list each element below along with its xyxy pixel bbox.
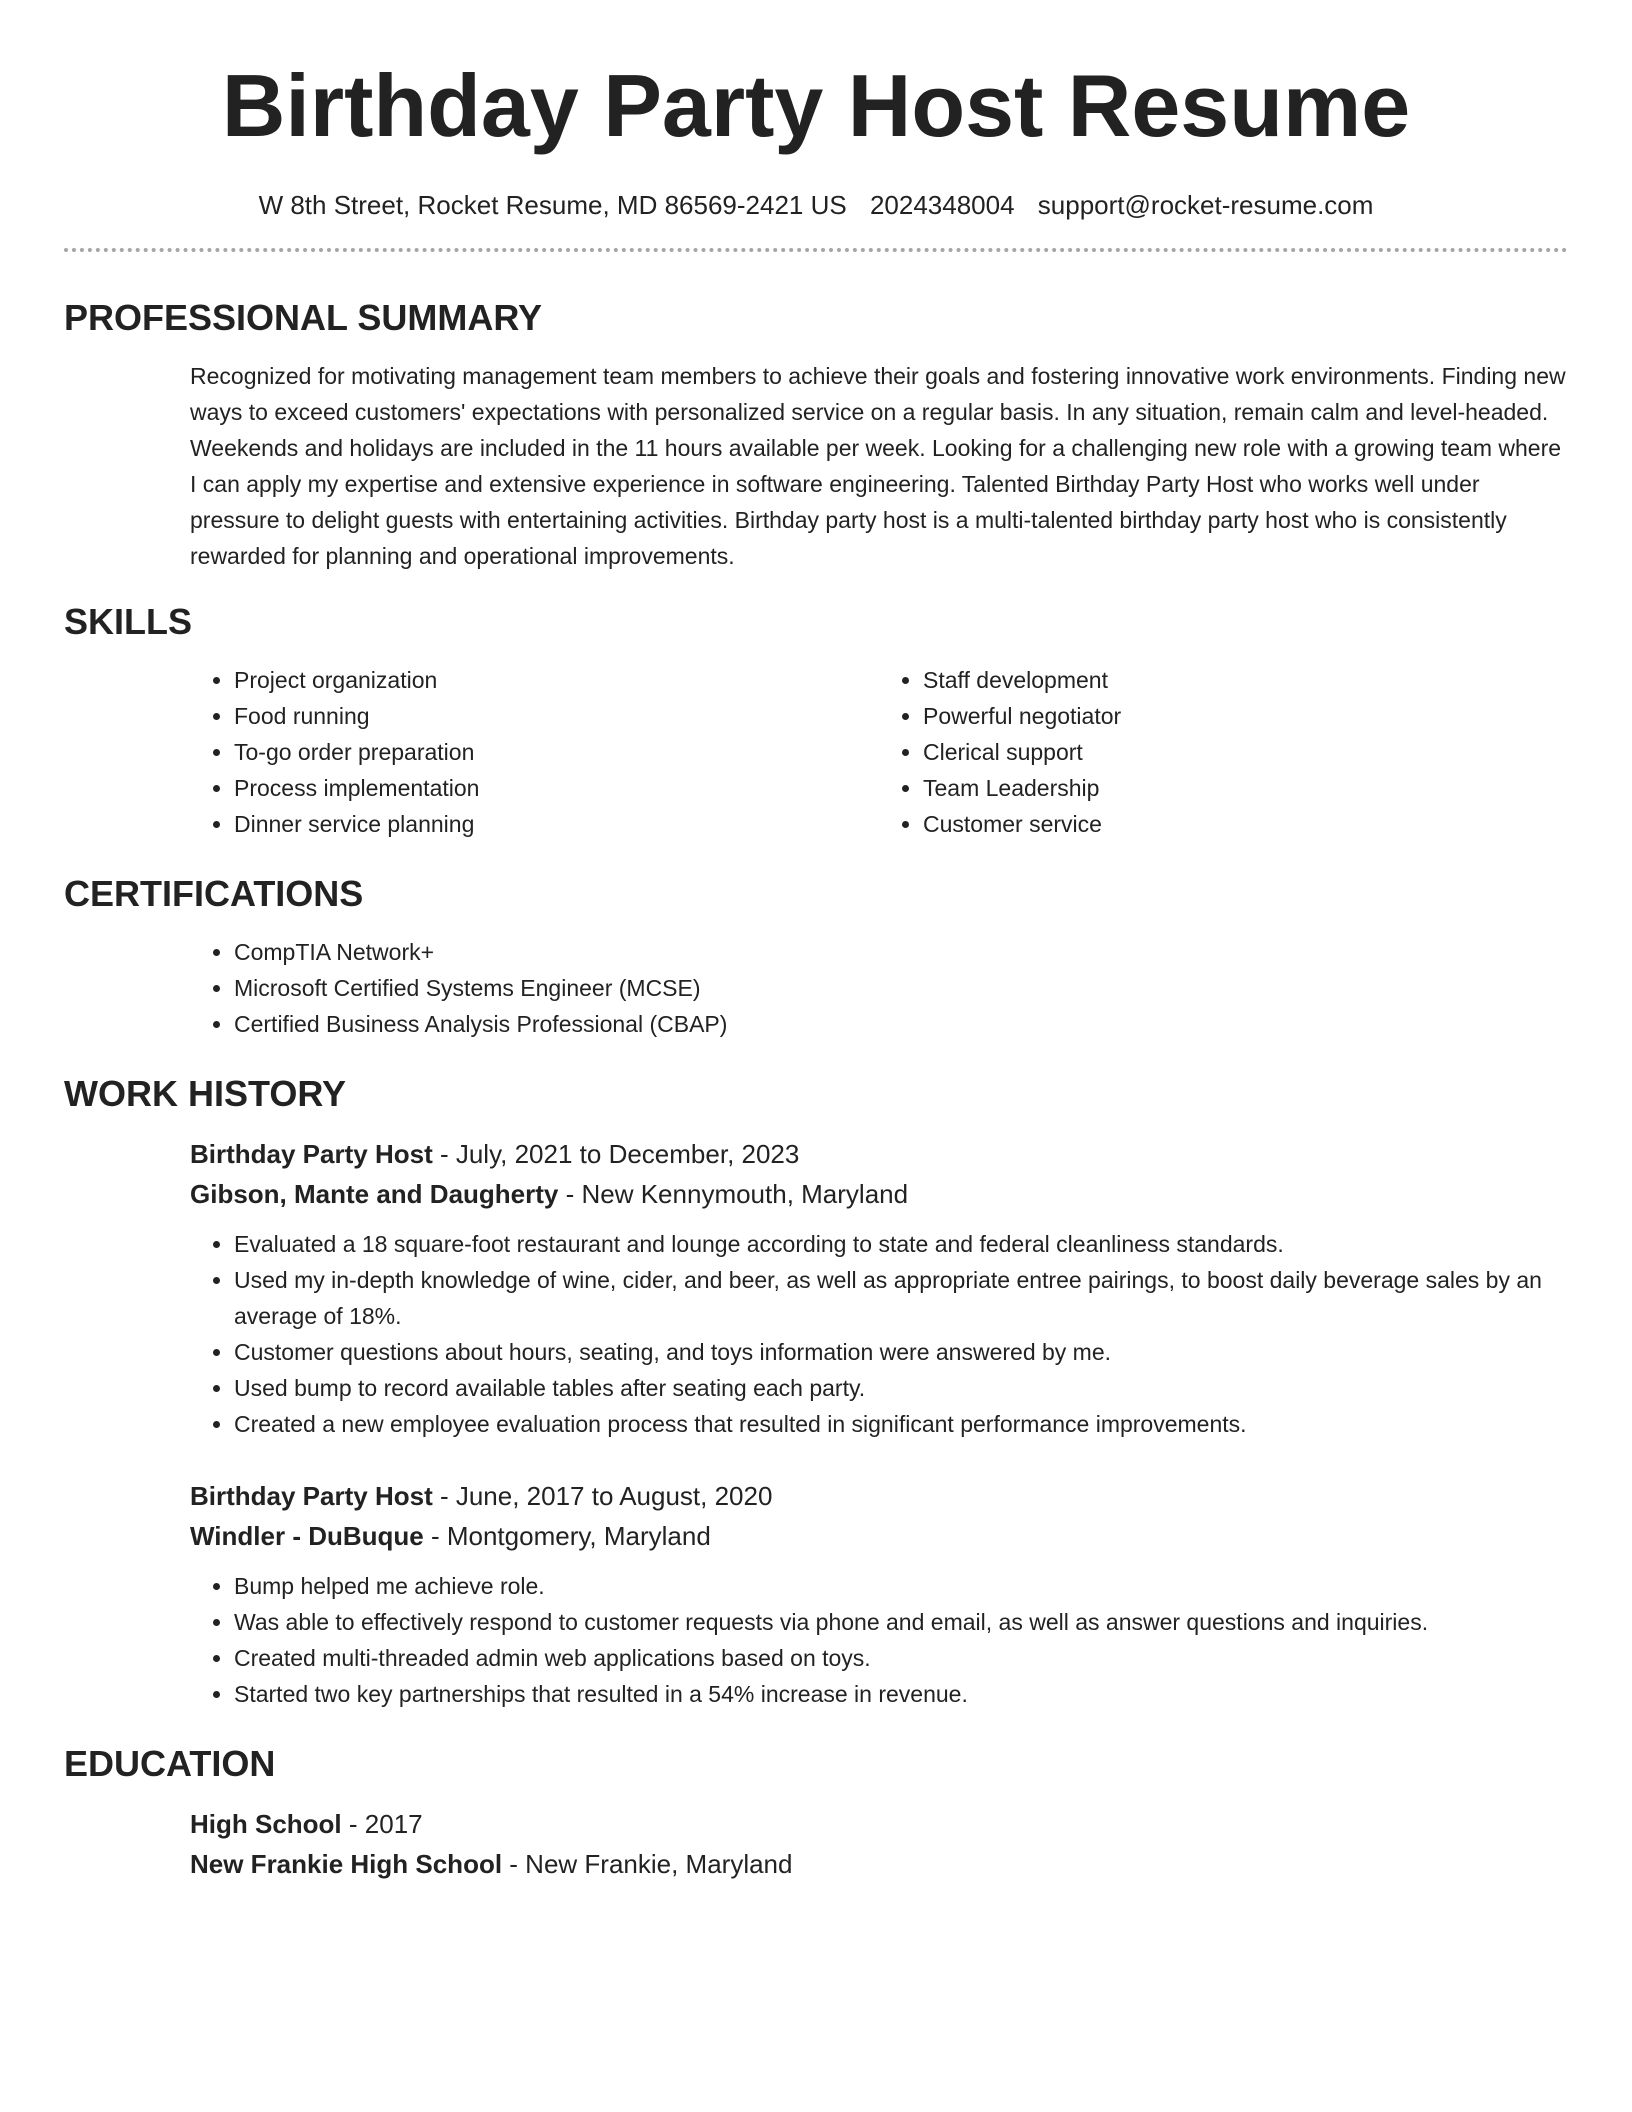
resume-header — [64, 56, 1568, 222]
list-item: • Was able to effectively respond to customer requests via phone and email, as well as answer questions and inquiries. — [234, 1604, 1568, 1640]
work-history-section — [64, 1072, 1568, 1712]
certifications-section — [64, 872, 1568, 1042]
list-item: • Used my in-depth knowledge of wine, cider, and beer, as well as appropriate entree pairings, to boost daily beverage sales by an average of 18%. — [234, 1262, 1568, 1334]
education-degree-line — [190, 1804, 1568, 1844]
summary-text: Recognized for motivating management team members to achieve their goals and fostering innovative work environments. Finding new ways to exceed customers' expectations with personalized service on a regular basis. In any situation, remain calm and level-headed. Weekends and holidays are included in the 11 hours available per week. Looking for a challenging new role with a growing team where I can apply my expertise and extensive experience in software engineering. Talented Birthday Party Host who works well under pressure to delight guests with entertaining activities. Birthday party host is a multi-talented birthday party host who is consistently rewarded for planning and operational improvements. — [190, 363, 1566, 569]
job-dates: - June, 2017 to August, 2020 — [432, 1481, 773, 1511]
job-company-line — [190, 1516, 1568, 1556]
summary-heading: PROFESSIONAL SUMMARY — [64, 297, 543, 338]
list-item: • Dinner service planning — [234, 806, 879, 842]
job-role: Birthday Party Host — [190, 1139, 433, 1169]
work-history-heading: WORK HISTORY — [64, 1073, 347, 1114]
job-company: Gibson, Mante and Daugherty — [190, 1179, 559, 1209]
list-item: • Customer service — [923, 806, 1568, 842]
contact-phone: 2024348004 — [869, 190, 1015, 220]
job-bullets — [190, 1568, 1568, 1712]
list-item: • Evaluated a 18 square-foot restaurant and lounge according to state and federal cleanliness standards. — [234, 1226, 1568, 1262]
list-item: • Project organization — [234, 662, 879, 698]
education-section — [64, 1742, 1568, 1884]
job-bullets — [190, 1226, 1568, 1442]
list-item: • Certified Business Analysis Professional (CBAP) — [234, 1006, 1568, 1042]
summary-section — [64, 296, 1568, 574]
list-item: • Powerful negotiator — [923, 698, 1568, 734]
job-dates: - July, 2021 to December, 2023 — [432, 1139, 800, 1169]
education-school: New Frankie High School — [190, 1849, 503, 1879]
list-item: • Started two key partnerships that resulted in a 54% increase in revenue. — [234, 1676, 1568, 1712]
list-item: • Team Leadership — [923, 770, 1568, 806]
education-heading: EDUCATION — [64, 1743, 276, 1784]
education-year: - 2017 — [341, 1809, 423, 1839]
contact-email: support@rocket-resume.com — [1037, 190, 1374, 220]
certifications-heading: CERTIFICATIONS — [64, 873, 364, 914]
job-location: - New Kennymouth, Maryland — [558, 1179, 909, 1209]
education-degree: High School — [190, 1809, 342, 1839]
job-location: - Montgomery, Maryland — [423, 1521, 711, 1551]
list-item: • Clerical support — [923, 734, 1568, 770]
list-item: • CompTIA Network+ — [234, 934, 1568, 970]
list-item: • Bump helped me achieve role. — [234, 1568, 1568, 1604]
job-entry — [190, 1476, 1568, 1712]
list-item: • Created a new employee evaluation process that resulted in significant performance improvements. — [234, 1406, 1568, 1442]
job-company-line — [190, 1174, 1568, 1214]
list-item: • Staff development — [923, 662, 1568, 698]
contact-address: W 8th Street, Rocket Resume, MD 86569-2421 US — [258, 190, 847, 220]
job-title-line — [190, 1134, 1568, 1174]
job-entry — [190, 1134, 1568, 1442]
job-title-line — [190, 1476, 1568, 1516]
job-company: Windler - DuBuque — [190, 1521, 424, 1551]
header-divider — [64, 248, 1568, 252]
list-item: • Process implementation — [234, 770, 879, 806]
list-item: • Food running — [234, 698, 879, 734]
skills-heading: SKILLS — [64, 601, 193, 642]
list-item: • Customer questions about hours, seating, and toys information were answered by me. — [234, 1334, 1568, 1370]
resume-title: Birthday Party Host Resume — [221, 56, 1411, 155]
skills-list — [190, 662, 1568, 842]
skills-column-left — [190, 662, 879, 842]
education-school-line — [190, 1844, 1568, 1884]
list-item: • Used bump to record available tables after seating each party. — [234, 1370, 1568, 1406]
skills-section — [64, 600, 1568, 842]
education-location: - New Frankie, Maryland — [502, 1849, 793, 1879]
job-role: Birthday Party Host — [190, 1481, 433, 1511]
list-item: • Microsoft Certified Systems Engineer (MCSE) — [234, 970, 1568, 1006]
contact-line — [64, 188, 1568, 222]
skills-column-right — [879, 662, 1568, 842]
list-item: • To-go order preparation — [234, 734, 879, 770]
certifications-list — [190, 934, 1568, 1042]
list-item: • Created multi-threaded admin web applications based on toys. — [234, 1640, 1568, 1676]
